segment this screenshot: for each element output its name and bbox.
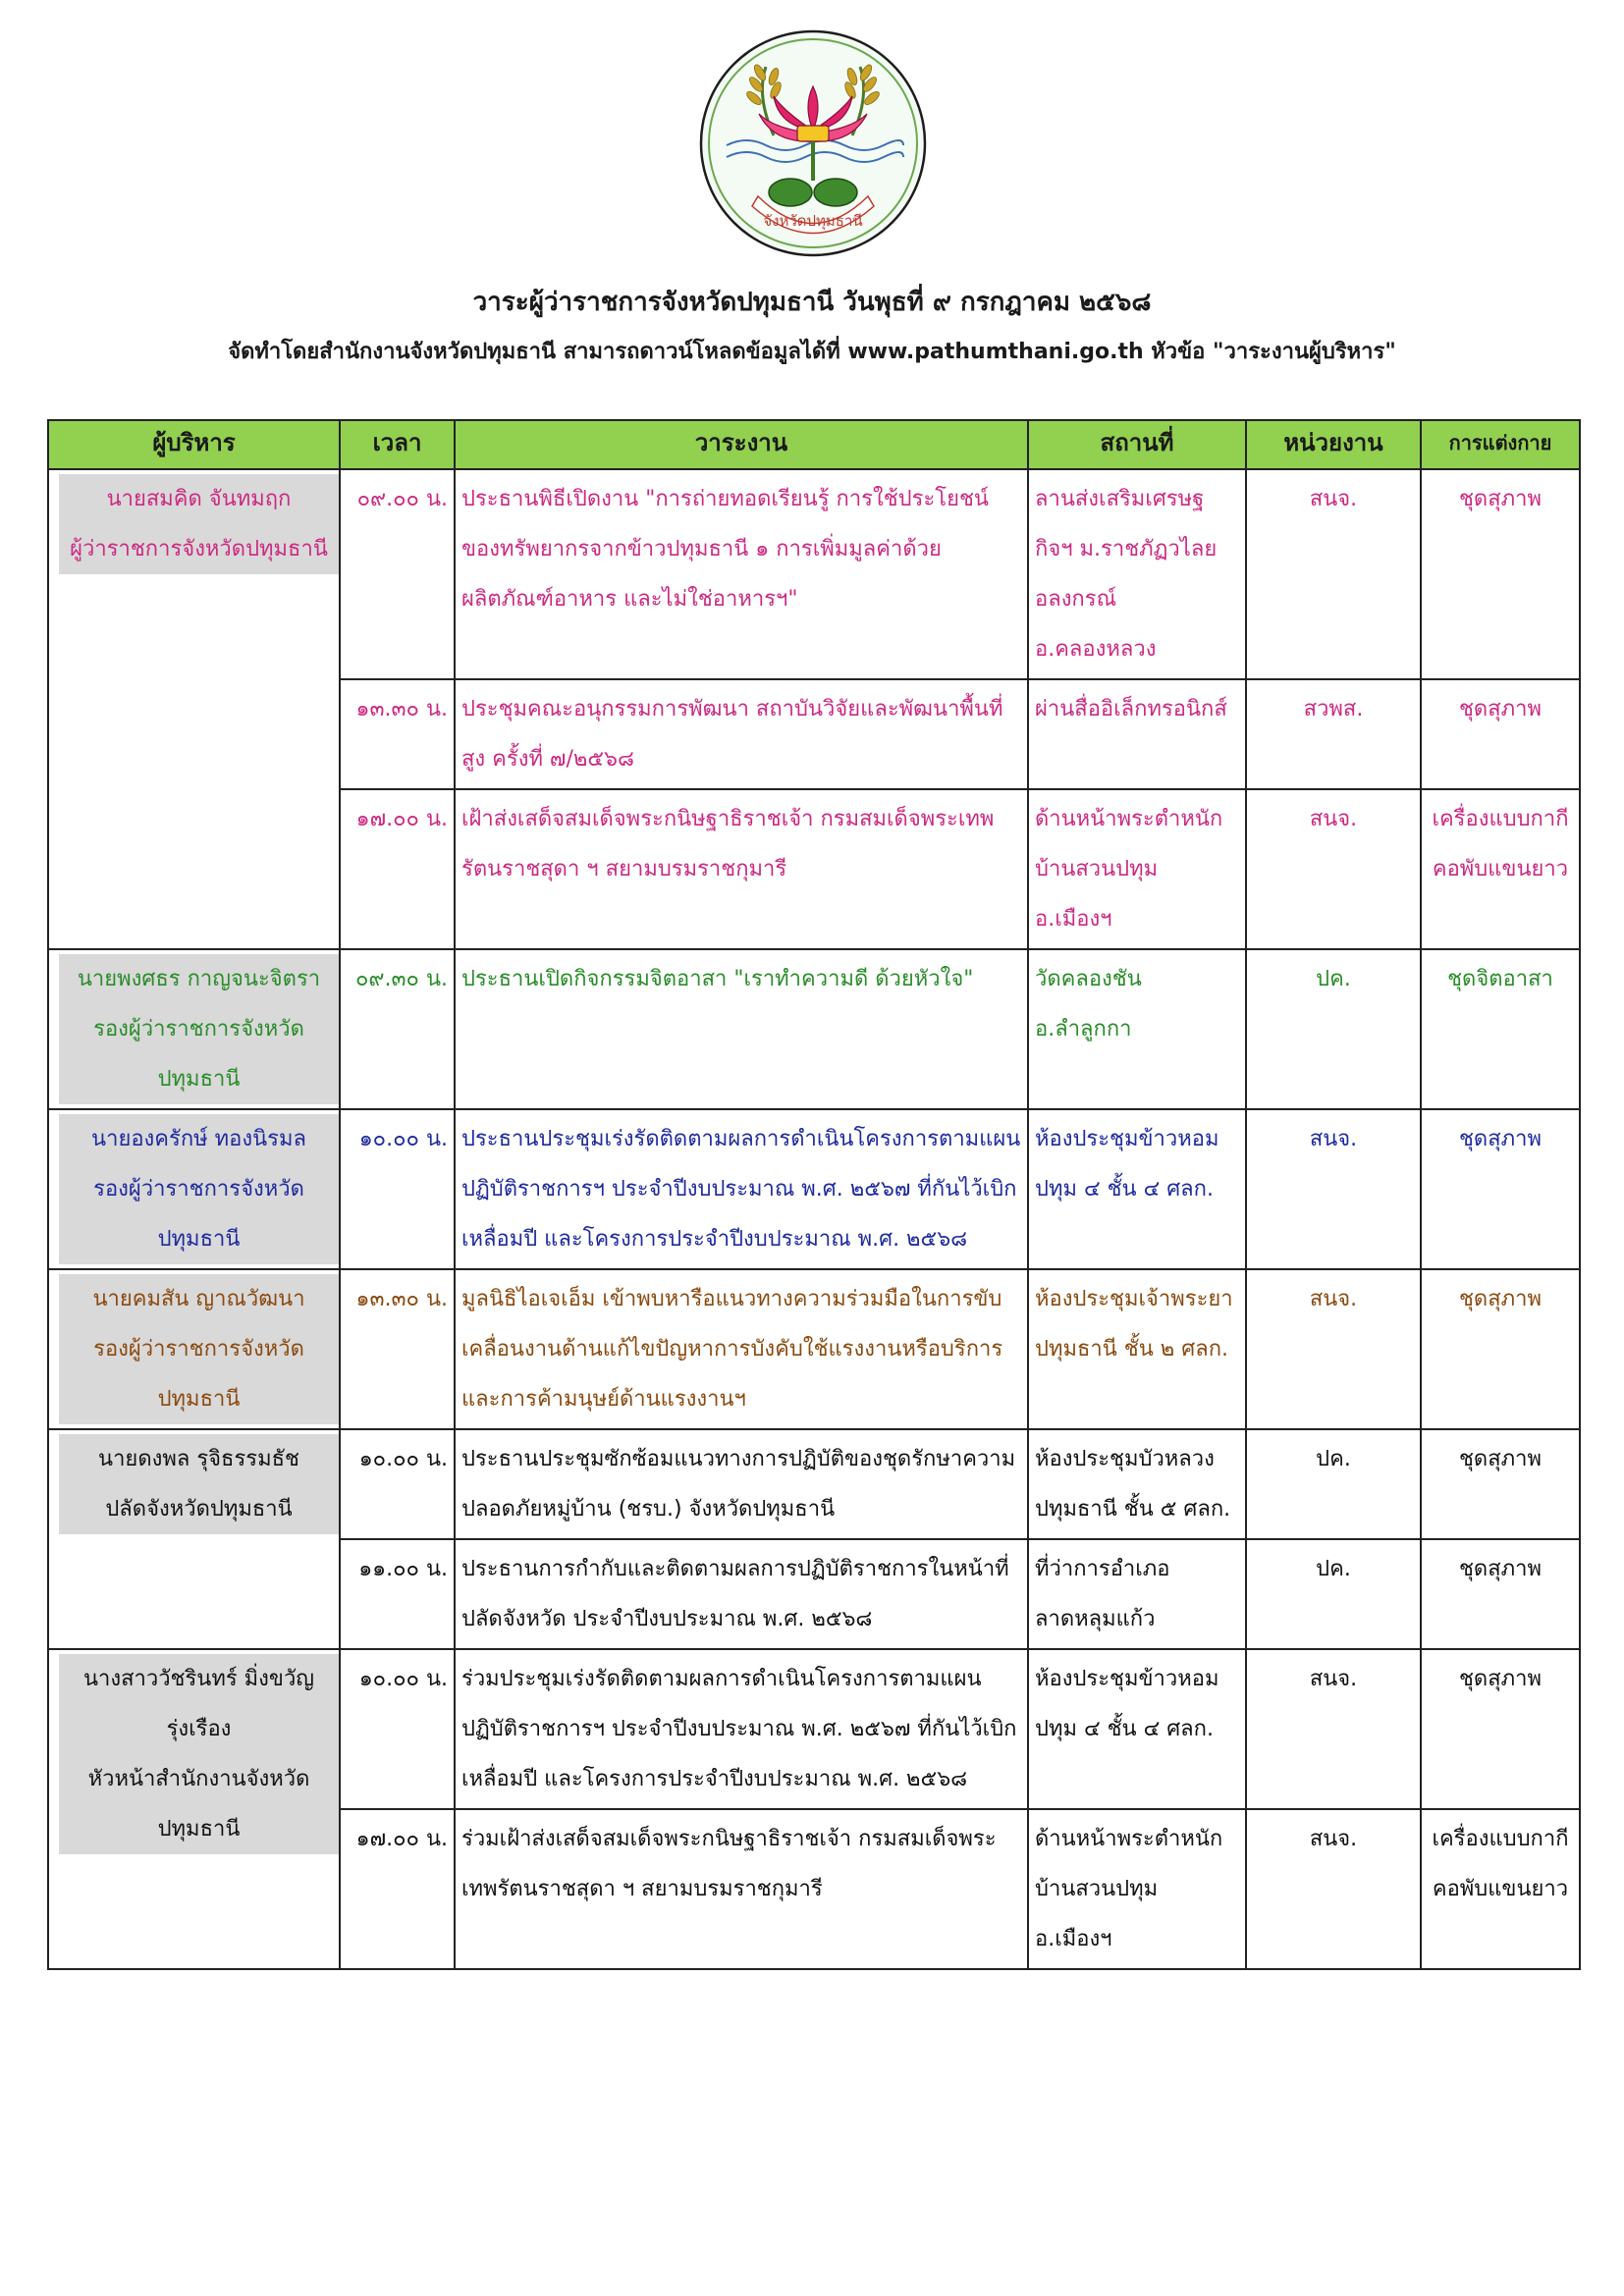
table-header-row [48, 420, 1580, 469]
time-cell: ๑๗.๐๐ น. [340, 1809, 455, 1969]
agenda-cell: ประธานเปิดกิจกรรมจิตอาสา "เราทำความดี ด้วยหัวใจ" [455, 949, 1028, 1109]
col-header-unit: หน่วยงาน [1246, 420, 1421, 469]
dress-cell: ชุดสุภาพ [1421, 1429, 1580, 1539]
place-cell: วัดคลองชัน อ.ลำลูกกา [1028, 949, 1246, 1109]
col-header-agenda: วาระงาน [455, 420, 1028, 469]
executive-position: รองผู้ว่าราชการจังหวัดปทุมธานี [59, 1324, 339, 1424]
executive-position: รองผู้ว่าราชการจังหวัดปทุมธานี [59, 1164, 339, 1264]
dress-cell: ชุดสุภาพ [1421, 469, 1580, 679]
seal-caption: จังหวัดปทุมธานี [763, 212, 863, 230]
time-cell: ๑๐.๐๐ น. [340, 1649, 455, 1809]
unit-cell: ปค. [1246, 1429, 1421, 1539]
pathum-thani-seal [697, 27, 929, 259]
place-cell: ด้านหน้าพระตำหนักบ้านสวนปทุม อ.เมืองฯ [1028, 789, 1246, 949]
time-cell: ๑๓.๓๐ น. [340, 1269, 455, 1429]
dress-cell: ชุดสุภาพ [1421, 1649, 1580, 1809]
executive-cell [48, 1429, 340, 1649]
dress-cell: เครื่องแบบกากีคอพับแขนยาว [1421, 789, 1580, 949]
dress-cell: ชุดจิตอาสา [1421, 949, 1580, 1109]
place-cell: ผ่านสื่ออิเล็กทรอนิกส์ [1028, 679, 1246, 789]
unit-cell: ปค. [1246, 1539, 1421, 1649]
place-cell: ห้องประชุมเจ้าพระยาปทุมธานี ชั้น ๒ ศลก. [1028, 1269, 1246, 1429]
executive-name: นายคมสัน ญาณวัฒนา [59, 1274, 339, 1324]
unit-cell: สนจ. [1246, 789, 1421, 949]
schedule-table [47, 419, 1581, 1970]
executive-name: นายองครักษ์ ทองนิรมล [59, 1114, 339, 1164]
agenda-cell: ประธานประชุมเร่งรัดติดตามผลการดำเนินโครงการตามแผนปฏิบัติราชการฯ ประจำปีงบประมาณ พ.ศ. ๒๕๖๗ ที่กันไว้เบิกเหลื่อมปี และโครงการประจำปีงบประมาณ พ.ศ. ๒๕๖๘ [455, 1109, 1028, 1269]
table-row [48, 1649, 1580, 1809]
table-row [48, 1269, 1580, 1429]
agenda-cell: เฝ้าส่งเสด็จสมเด็จพระกนิษฐาธิราชเจ้า กรมสมเด็จพระเทพรัตนราชสุดา ฯ สยามบรมราชกุมารี [455, 789, 1028, 949]
place-cell: ห้องประชุมข้าวหอมปทุม ๔ ชั้น ๔ ศลก. [1028, 1649, 1246, 1809]
time-cell: ๑๐.๐๐ น. [340, 1429, 455, 1539]
agenda-cell: ประธานการกำกับและติดตามผลการปฏิบัติราชการในหน้าที่ปลัดจังหวัด ประจำปีงบประมาณ พ.ศ. ๒๕๖๘ [455, 1539, 1028, 1649]
dress-cell: ชุดสุภาพ [1421, 1269, 1580, 1429]
place-cell: ด้านหน้าพระตำหนักบ้านสวนปทุม อ.เมืองฯ [1028, 1809, 1246, 1969]
table-row [48, 469, 1580, 679]
page-subtitle: จัดทำโดยสำนักงานจังหวัดปทุมธานี สามารถดาวน์โหลดข้อมูลได้ที่ www.pathumthani.go.th หัวข้อ "วาระงานผู้บริหาร" [228, 340, 1396, 364]
executive-name: นายดงพล รุจิธรรมธัช [59, 1434, 339, 1484]
executive-cell [48, 469, 340, 949]
agenda-cell: ประชุมคณะอนุกรรมการพัฒนา สถาบันวิจัยและพัฒนาพื้นที่สูง ครั้งที่ ๗/๒๕๖๘ [455, 679, 1028, 789]
executive-position: รองผู้ว่าราชการจังหวัดปทุมธานี [59, 1004, 339, 1104]
page-title: วาระผู้ว่าราชการจังหวัดปทุมธานี วันพุธที่ ๙ กรกฎาคม ๒๕๖๘ [472, 288, 1152, 317]
executive-name: นางสาววัชรินทร์ มิ่งขวัญรุ่งเรือง [59, 1654, 339, 1754]
dress-cell: ชุดสุภาพ [1421, 679, 1580, 789]
executive-name: นายสมคิด จันทมฤก [59, 474, 339, 524]
executive-position: ผู้ว่าราชการจังหวัดปทุมธานี [59, 524, 339, 574]
unit-cell: สนจ. [1246, 469, 1421, 679]
unit-cell: สนจ. [1246, 1109, 1421, 1269]
time-cell: ๑๑.๐๐ น. [340, 1539, 455, 1649]
unit-cell: สนจ. [1246, 1269, 1421, 1429]
col-header-executive: ผู้บริหาร [48, 420, 340, 469]
place-cell: ลานส่งเสริมเศรษฐกิจฯ ม.ราชภัฏวไลยอลงกรณ์ อ.คลองหลวง [1028, 469, 1246, 679]
agenda-cell: ร่วมเฝ้าส่งเสด็จสมเด็จพระกนิษฐาธิราชเจ้า กรมสมเด็จพระเทพรัตนราชสุดา ฯ สยามบรมราชกุมารี [455, 1809, 1028, 1969]
executive-cell [48, 949, 340, 1109]
table-row [48, 1109, 1580, 1269]
time-cell: ๑๐.๐๐ น. [340, 1109, 455, 1269]
place-cell: ห้องประชุมบัวหลวงปทุมธานี ชั้น ๕ ศลก. [1028, 1429, 1246, 1539]
agenda-cell: ประธานประชุมซักซ้อมแนวทางการปฏิบัติของชุดรักษาความปลอดภัยหมู่บ้าน (ชรบ.) จังหวัดปทุมธานี [455, 1429, 1028, 1539]
col-header-place: สถานที่ [1028, 420, 1246, 469]
executive-name: นายพงศธร กาญจนะจิตรา [59, 954, 339, 1004]
place-cell: ห้องประชุมข้าวหอมปทุม ๔ ชั้น ๔ ศลก. [1028, 1109, 1246, 1269]
table-row [48, 1429, 1580, 1539]
time-cell: ๐๙.๐๐ น. [340, 469, 455, 679]
col-header-dress: การแต่งกาย [1421, 420, 1580, 469]
dress-cell: ชุดสุภาพ [1421, 1109, 1580, 1269]
table-row [48, 949, 1580, 1109]
place-cell: ที่ว่าการอำเภอลาดหลุมแก้ว [1028, 1539, 1246, 1649]
unit-cell: สนจ. [1246, 1809, 1421, 1969]
executive-position: หัวหน้าสำนักงานจังหวัดปทุมธานี [59, 1754, 339, 1854]
executive-cell [48, 1269, 340, 1429]
unit-cell: สนจ. [1246, 1649, 1421, 1809]
dress-cell: เครื่องแบบกากีคอพับแขนยาว [1421, 1809, 1580, 1969]
unit-cell: สวพส. [1246, 679, 1421, 789]
col-header-time: เวลา [340, 420, 455, 469]
time-cell: ๑๓.๓๐ น. [340, 679, 455, 789]
executive-position: ปลัดจังหวัดปทุมธานี [59, 1484, 339, 1534]
agenda-cell: ประธานพิธีเปิดงาน "การถ่ายทอดเรียนรู้ การใช้ประโยชน์ของทรัพยากรจากข้าวปทุมธานี ๑ การเพิ่มมูลค่าด้วยผลิตภัณฑ์อาหาร และไม่ใช่อาหารฯ" [455, 469, 1028, 679]
agenda-cell: มูลนิธิไอเจเอ็ม เข้าพบหารือแนวทางความร่วมมือในการขับเคลื่อนงานด้านแก้ไขปัญหาการบังคับใช้แรงงานหรือบริการ และการค้ามนุษย์ด้านแรงงานฯ [455, 1269, 1028, 1429]
agenda-cell: ร่วมประชุมเร่งรัดติดตามผลการดำเนินโครงการตามแผนปฏิบัติราชการฯ ประจำปีงบประมาณ พ.ศ. ๒๕๖๗ ที่กันไว้เบิกเหลื่อมปี และโครงการประจำปีงบประมาณ พ.ศ. ๒๕๖๘ [455, 1649, 1028, 1809]
executive-cell [48, 1649, 340, 1969]
time-cell: ๑๗.๐๐ น. [340, 789, 455, 949]
time-cell: ๐๙.๓๐ น. [340, 949, 455, 1109]
executive-cell [48, 1109, 340, 1269]
unit-cell: ปค. [1246, 949, 1421, 1109]
dress-cell: ชุดสุภาพ [1421, 1539, 1580, 1649]
